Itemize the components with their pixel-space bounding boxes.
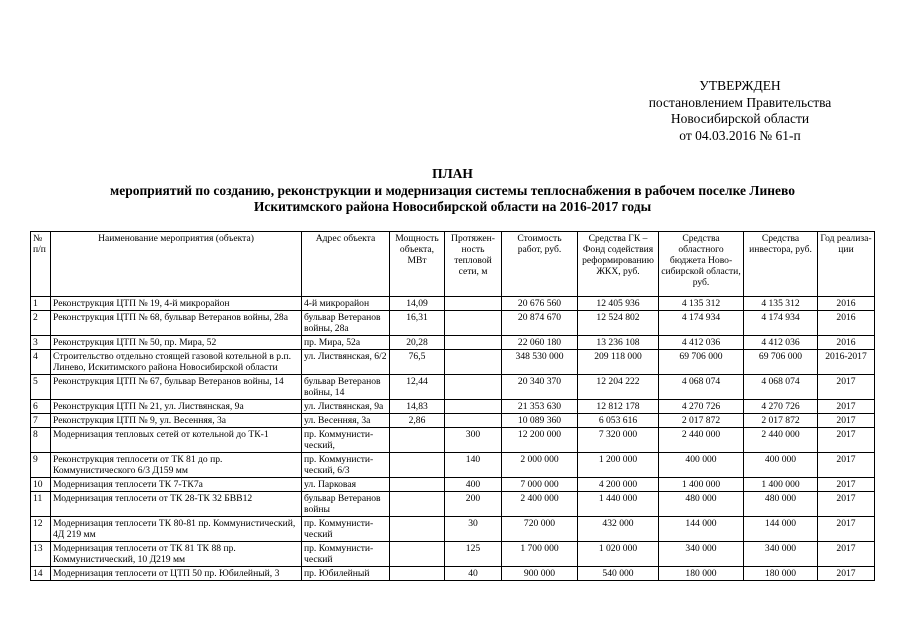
table-cell: Модернизация теплосети от ЦТП 50 пр. Юбилейный, 3: [51, 567, 302, 581]
table-cell: 2 017 872: [744, 414, 818, 428]
table-cell: [445, 311, 502, 336]
table-cell: 2 440 000: [744, 428, 818, 453]
column-header: № п/п: [31, 232, 51, 297]
table-cell: 144 000: [659, 517, 744, 542]
table-cell: 14,83: [390, 400, 445, 414]
table-cell: 2 000 000: [502, 453, 578, 478]
table-cell: Реконструкция ЦТП № 68, бульвар Ветеранов войны, 28а: [51, 311, 302, 336]
table-cell: 2017: [818, 400, 875, 414]
table-cell: 2017: [818, 428, 875, 453]
table-cell: 20 874 670: [502, 311, 578, 336]
table-cell: [390, 478, 445, 492]
table-cell: 4: [31, 350, 51, 375]
table-cell: 2017: [818, 517, 875, 542]
table-cell: 4 174 934: [659, 311, 744, 336]
table-cell: 5: [31, 375, 51, 400]
table-row: [31, 414, 875, 428]
table-cell: 180 000: [744, 567, 818, 581]
table-cell: 2016: [818, 336, 875, 350]
table-row: [31, 375, 875, 400]
table-cell: ул. Парковая: [302, 478, 390, 492]
table-cell: [445, 400, 502, 414]
table-cell: 4 270 726: [659, 400, 744, 414]
table-row: [31, 542, 875, 567]
approval-line: Новосибирской области: [670, 111, 810, 126]
table-cell: 480 000: [659, 492, 744, 517]
table-body: [31, 297, 875, 581]
column-header: Адрес объекта: [302, 232, 390, 297]
table-cell: 1 200 000: [578, 453, 659, 478]
table-cell: 13 236 108: [578, 336, 659, 350]
table-cell: 4 068 074: [744, 375, 818, 400]
table-row: [31, 492, 875, 517]
table-cell: 7 320 000: [578, 428, 659, 453]
table-cell: 10: [31, 478, 51, 492]
table-cell: 1: [31, 297, 51, 311]
table-cell: [445, 350, 502, 375]
table-cell: 8: [31, 428, 51, 453]
table-cell: 22 060 180: [502, 336, 578, 350]
table-cell: Модернизация теплосети ТК 7-ТК7а: [51, 478, 302, 492]
table-cell: 1 440 000: [578, 492, 659, 517]
table-cell: 40: [445, 567, 502, 581]
table-cell: 6 053 616: [578, 414, 659, 428]
table-cell: Модернизация теплосети от ТК 81 ТК 88 пр. Коммунистический, 10 Д219 мм: [51, 542, 302, 567]
table-cell: 200: [445, 492, 502, 517]
table-cell: ул. Листвянская, 9а: [302, 400, 390, 414]
table-cell: 2016-2017: [818, 350, 875, 375]
table-cell: 20,28: [390, 336, 445, 350]
table-cell: 12,44: [390, 375, 445, 400]
plan-title: [0, 166, 905, 216]
table-cell: 4 270 726: [744, 400, 818, 414]
table-cell: 10 089 360: [502, 414, 578, 428]
title-line: мероприятий по созданию, реконструкции и модернизация системы теплоснабжения в рабочем поселке Линево: [110, 182, 795, 198]
table-cell: [390, 453, 445, 478]
table-cell: 4 068 074: [659, 375, 744, 400]
table-cell: 7: [31, 414, 51, 428]
table-cell: 4 412 036: [659, 336, 744, 350]
title-line: ПЛАН: [432, 166, 473, 181]
table-cell: 2: [31, 311, 51, 336]
table-cell: 720 000: [502, 517, 578, 542]
table-cell: 348 530 000: [502, 350, 578, 375]
approval-line: от 04.03.2016 № 61-п: [679, 127, 801, 143]
table-cell: [445, 414, 502, 428]
table-cell: 20 340 370: [502, 375, 578, 400]
table-cell: 13: [31, 542, 51, 567]
approval-block: [600, 78, 880, 144]
table-cell: Строительство отдельно стоящей газовой котельной в р.п. Линево, Искитимского района Новосибирской области: [51, 350, 302, 375]
table-row: [31, 350, 875, 375]
table-cell: 125: [445, 542, 502, 567]
table-cell: 30: [445, 517, 502, 542]
table-cell: ул. Весенняя, 3а: [302, 414, 390, 428]
table-cell: [390, 428, 445, 453]
table-cell: 2 400 000: [502, 492, 578, 517]
table-cell: 69 706 000: [744, 350, 818, 375]
table-cell: 400 000: [659, 453, 744, 478]
table-cell: Реконструкция ЦТП № 19, 4-й микрорайон: [51, 297, 302, 311]
table-row: [31, 567, 875, 581]
table-cell: 1 700 000: [502, 542, 578, 567]
table-cell: 2 440 000: [659, 428, 744, 453]
approval-line: УТВЕРЖДЕН: [699, 78, 781, 93]
table-cell: [390, 492, 445, 517]
column-header: Средства ГК – Фонд содействия реформированию ЖКХ, руб.: [578, 232, 659, 297]
column-header: Год реализа-ции: [818, 232, 875, 297]
table-cell: Реконструкция ЦТП № 67, бульвар Ветеранов войны, 14: [51, 375, 302, 400]
table-cell: Реконструкция ЦТП № 9, ул. Весенняя, 3а: [51, 414, 302, 428]
table-row: [31, 336, 875, 350]
table-cell: 2016: [818, 311, 875, 336]
table-cell: 9: [31, 453, 51, 478]
table-cell: 1 400 000: [659, 478, 744, 492]
table-cell: 12 200 000: [502, 428, 578, 453]
table-cell: 2017: [818, 492, 875, 517]
table-cell: 180 000: [659, 567, 744, 581]
table-cell: Модернизация тепловых сетей от котельной до ТК-1: [51, 428, 302, 453]
table-row: [31, 478, 875, 492]
table-cell: 400: [445, 478, 502, 492]
table-row: [31, 453, 875, 478]
column-header: Протяжен-ность тепловой сети, м: [445, 232, 502, 297]
table-cell: 2017: [818, 542, 875, 567]
table-cell: 76,5: [390, 350, 445, 375]
table-cell: 12: [31, 517, 51, 542]
table-cell: 1 400 000: [744, 478, 818, 492]
table-cell: 1 020 000: [578, 542, 659, 567]
title-line: Искитимского района Новосибирской области на 2016-2017 годы: [253, 199, 652, 214]
table-cell: 12 405 936: [578, 297, 659, 311]
table-cell: 4 200 000: [578, 478, 659, 492]
column-header: Средства инвестора, руб.: [744, 232, 818, 297]
table-row: [31, 400, 875, 414]
table-cell: 2017: [818, 414, 875, 428]
column-header: Стоимость работ, руб.: [502, 232, 578, 297]
table-cell: [445, 375, 502, 400]
column-header: Наименование мероприятия (объекта): [51, 232, 302, 297]
column-header: Средства областного бюджета Ново-сибирской области, руб.: [659, 232, 744, 297]
table-cell: 4 412 036: [744, 336, 818, 350]
table-cell: 4 174 934: [744, 311, 818, 336]
table-cell: 4-й микрорайон: [302, 297, 390, 311]
table-row: [31, 297, 875, 311]
table-cell: 480 000: [744, 492, 818, 517]
table-cell: 21 353 630: [502, 400, 578, 414]
table-cell: 900 000: [502, 567, 578, 581]
table-cell: 16,31: [390, 311, 445, 336]
table-cell: 6: [31, 400, 51, 414]
table-row: [31, 311, 875, 336]
table-cell: пр. Коммунисти-ческий, 6/3: [302, 453, 390, 478]
table-cell: 4 135 312: [659, 297, 744, 311]
table-cell: пр. Мира, 52а: [302, 336, 390, 350]
table-cell: 540 000: [578, 567, 659, 581]
table-cell: 2016: [818, 297, 875, 311]
table-header-row: [31, 232, 875, 297]
table-cell: 2017: [818, 375, 875, 400]
table-cell: 2017: [818, 478, 875, 492]
plan-table: [30, 231, 875, 581]
table-cell: Реконструкция ЦТП № 50, пр. Мира, 52: [51, 336, 302, 350]
table-cell: 7 000 000: [502, 478, 578, 492]
table-cell: 11: [31, 492, 51, 517]
table-cell: 12 524 802: [578, 311, 659, 336]
table-cell: 12 812 178: [578, 400, 659, 414]
table-cell: 3: [31, 336, 51, 350]
table-cell: пр. Коммунисти-ческий: [302, 517, 390, 542]
table-cell: 2,86: [390, 414, 445, 428]
table-cell: 400 000: [744, 453, 818, 478]
table-cell: [390, 517, 445, 542]
table-cell: 4 135 312: [744, 297, 818, 311]
table-row: [31, 517, 875, 542]
table-cell: пр. Коммунисти-ческий,: [302, 428, 390, 453]
table-cell: пр. Юбилейный: [302, 567, 390, 581]
table-row: [31, 428, 875, 453]
table-cell: [445, 336, 502, 350]
table-cell: ул. Листвянская, 6/2: [302, 350, 390, 375]
table-cell: 300: [445, 428, 502, 453]
table-cell: Модернизация теплосети от ТК 28-ТК 32 БВВ12: [51, 492, 302, 517]
table-cell: 20 676 560: [502, 297, 578, 311]
table-cell: 340 000: [744, 542, 818, 567]
table-cell: 432 000: [578, 517, 659, 542]
column-header: Мощность объекта, МВт: [390, 232, 445, 297]
table-cell: 144 000: [744, 517, 818, 542]
table-cell: [390, 542, 445, 567]
table-cell: 2017: [818, 453, 875, 478]
table-cell: 2 017 872: [659, 414, 744, 428]
table-cell: 209 118 000: [578, 350, 659, 375]
table-cell: 2017: [818, 567, 875, 581]
table-cell: 12 204 222: [578, 375, 659, 400]
table-cell: 14: [31, 567, 51, 581]
table-cell: [445, 297, 502, 311]
table-cell: Реконструкция ЦТП № 21, ул. Листвянская, 9а: [51, 400, 302, 414]
table-cell: 69 706 000: [659, 350, 744, 375]
table-cell: Реконструкция теплосети от ТК 81 до пр. Коммунистического 6/3 Д159 мм: [51, 453, 302, 478]
table-cell: 340 000: [659, 542, 744, 567]
table-cell: [390, 567, 445, 581]
approval-line: постановлением Правительства: [648, 94, 832, 110]
table-cell: Модернизация теплосети ТК 80-81 пр. Коммунистический, 4Д 219 мм: [51, 517, 302, 542]
table-cell: бульвар Ветеранов войны, 28а: [302, 311, 390, 336]
table-cell: 14,09: [390, 297, 445, 311]
table-cell: 140: [445, 453, 502, 478]
table-cell: бульвар Ветеранов войны, 14: [302, 375, 390, 400]
table-cell: пр. Коммунисти-ческий: [302, 542, 390, 567]
table-cell: бульвар Ветеранов войны: [302, 492, 390, 517]
